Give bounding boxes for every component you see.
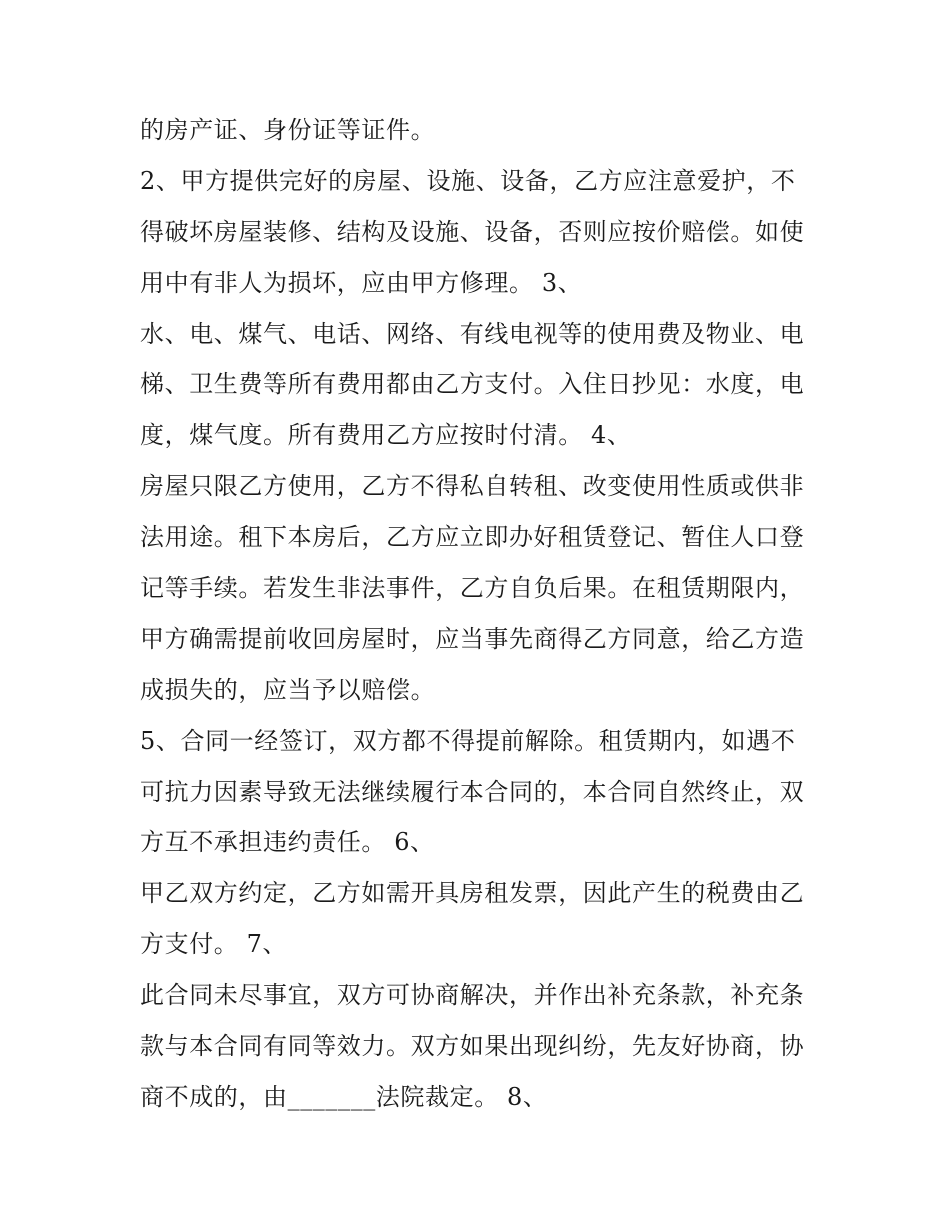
- text-line: 度，煤气度。所有费用乙方应按时付清。 4、: [140, 421, 632, 450]
- text-line: 甲乙双方约定，乙方如需开具房租发票，因此产生的税费由乙: [140, 879, 805, 908]
- text-line: 方支付。 7、: [140, 930, 288, 959]
- contract-text: [140, 110, 820, 1128]
- text-line: 房屋只限乙方使用，乙方不得私自转租、改变使用性质或供非: [140, 472, 805, 501]
- text-line: 成损失的，应当予以赔偿。: [140, 675, 436, 704]
- text-line: 甲方确需提前收回房屋时，应当事先商得乙方同意，给乙方造: [140, 624, 805, 653]
- text-line: 水、电、煤气、电话、网络、有线电视等的使用费及物业、电: [140, 319, 805, 348]
- text-line: 法用途。租下本房后，乙方应立即办好租赁登记、暂住人口登: [140, 523, 805, 552]
- text-line: 的房产证、身份证等证件。: [140, 116, 436, 144]
- text-line: 可抗力因素导致无法继续履行本合同的，本合同自然终止，双: [140, 777, 805, 806]
- text-line: 款与本合同有同等效力。双方如果出现纠纷，先友好协商，协: [140, 1032, 805, 1061]
- text-line: 方互不承担违约责任。 6、: [140, 828, 435, 857]
- text-line: 用中有非人为损坏，应由甲方修理。 3、: [140, 268, 583, 297]
- text-line: 记等手续。若发生非法事件，乙方自负后果。在租赁期限内，: [140, 574, 805, 603]
- text-line: 梯、卫生费等所有费用都由乙方支付。入住日抄见：水度，电: [140, 370, 805, 399]
- text-line: 商不成的，由_______法院裁定。 8、: [140, 1082, 548, 1111]
- text-line: 此合同未尽事宜，双方可协商解决，并作出补充条款，补充条: [140, 981, 805, 1010]
- text-line: 5、合同一经签订，双方都不得提前解除。租赁期内，如遇不: [140, 726, 796, 755]
- text-line: 2、甲方提供完好的房屋、设施、设备，乙方应注意爱护，不: [140, 166, 796, 195]
- text-line: 得破坏房屋装修、结构及设施、设备，否则应按价赔偿。如使: [140, 217, 805, 246]
